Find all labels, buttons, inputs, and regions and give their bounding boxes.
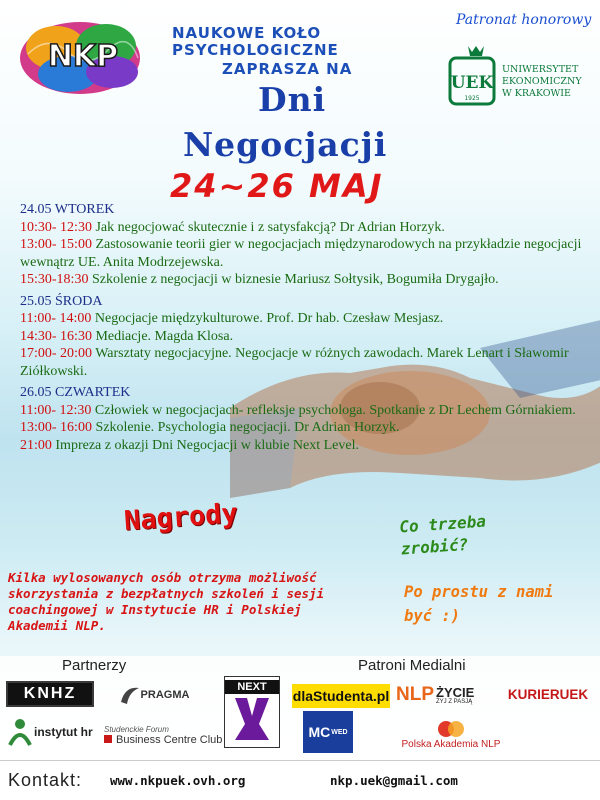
partners-title: Partnerzy: [62, 657, 127, 674]
bcc-square-icon: [104, 735, 112, 743]
schedule-item-text: Zastosowanie teorii gier w negocjacjach międzynarodowych na przykładzie negocjacji wewnątrz UE. Anita Modrzejewska.: [20, 237, 582, 270]
schedule-item: [20, 345, 590, 380]
instytut-hr-logo: [6, 715, 100, 749]
uek-name-1: UNIWERSYTET: [502, 64, 579, 75]
nlp-zycie-logo: [396, 680, 496, 710]
next-level-y-icon: [229, 694, 275, 744]
contact-label: Kontakt:: [8, 770, 83, 790]
pragma-swirl-icon: [119, 684, 141, 706]
schedule-item-time: 13:00- 16:00: [20, 420, 92, 435]
bcc-logo: [104, 715, 224, 755]
nkp-brain-logo: [8, 14, 158, 104]
polska-akademia-nlp-logo: [396, 714, 506, 754]
patron-label: Patronat honorowy: [456, 12, 592, 28]
email-link[interactable]: nkp.uek@gmail.com: [330, 773, 458, 788]
schedule-day-heading: 26.05 CZWARTEK: [20, 385, 131, 400]
next-level-logo: [224, 676, 280, 748]
schedule-item-text: Mediacje. Magda Klosa.: [91, 328, 234, 344]
schedule-item-text: Warsztaty negocjacyjne. Negocjacje w różnych zawodach. Marek Lenart i Sławomir Ziółkowski.: [20, 346, 569, 379]
event-dates: 24~26 MAJ: [170, 167, 384, 205]
schedule-item: [20, 236, 590, 271]
uek-monogram: UEK: [450, 73, 494, 93]
instytut-hr-label: instytut hr: [34, 725, 93, 739]
schedule-item: [20, 402, 590, 420]
dlastudenta-logo: dlaStudenta.pl: [292, 684, 390, 708]
schedule-item-time: 13:00- 15:00: [20, 237, 92, 252]
prizes-description: Kilka wylosowanych osób otrzyma możliwość skorzystania z bezpłatnych szkoleń i sesji coachingowej w Instytucie HR i Polskiej Akademii NLP.: [8, 570, 325, 633]
knhz-logo: KNHZ: [6, 681, 94, 707]
schedule-item: [20, 310, 590, 328]
schedule-item-time: 11:00- 12:30: [20, 402, 92, 418]
schedule-item: [20, 437, 590, 455]
pragma-label: PRAGMA: [140, 689, 190, 701]
schedule-item-text: Jak negocjować skutecznie i z satysfakcją? Dr Adrian Horzyk.: [91, 219, 445, 235]
person-icon: [6, 717, 34, 747]
pragma-logo: [108, 678, 200, 712]
schedule-item-time: 15:30-18:30: [20, 272, 89, 287]
schedule-item-text: Negocjacje międzykulturowe. Prof. Dr hab. Czesław Mesjasz.: [91, 311, 444, 326]
schedule-item-text: Szkolenie z negocjacji w biznesie Mariusz Sołtysik, Bogumiła Drygajło.: [88, 272, 499, 287]
event-title-line-2: Negocjacji: [183, 125, 388, 164]
schedule-item: [20, 419, 590, 437]
schedule-item-time: 11:00- 14:00: [20, 311, 92, 326]
schedule-item-text: Impreza z okazji Dni Negocjacji w klubie Next Level.: [51, 437, 359, 453]
question-text: Co trzeba zrobić?: [398, 511, 487, 559]
uek-year: 1925: [464, 95, 480, 102]
zycie-label: ŻYCIE: [436, 684, 475, 700]
schedule-item: [20, 271, 590, 289]
uek-name-3: W KRAKOWIE: [502, 88, 571, 99]
intro-line-2: PSYCHOLOGICZNE: [172, 41, 339, 59]
schedule-item-time: 10:30- 12:30: [20, 219, 92, 235]
mcwed-logo: [303, 711, 353, 753]
mcwed-small-label: WED: [331, 728, 348, 736]
schedule-item-time: 17:00- 20:00: [20, 346, 92, 361]
schedule-day-heading: 24.05 WTOREK: [20, 202, 115, 217]
zycie-tagline: ŻYJ Z PASJĄ: [436, 698, 473, 705]
schedule-item-text: Człowiek w negocjacjach- refleksje psychologa. Spotkanie z Dr Lechem Górniakiem.: [91, 402, 576, 418]
contact-bar: [0, 760, 600, 800]
media-patrons-title: Patroni Medialni: [358, 657, 466, 674]
schedule-day-heading: 25.05 ŚRODA: [20, 293, 103, 309]
intro-line-3: ZAPRASZA NA: [222, 60, 353, 78]
schedule-item: [20, 328, 590, 346]
next-level-label: NEXT: [225, 680, 279, 694]
answer-text: Po prostu z nami być :): [404, 583, 554, 625]
kurier-uek-logo: KURIERUEK: [507, 686, 589, 702]
nkp-logo-text: NKP: [47, 39, 119, 74]
website-link[interactable]: www.nkpuek.ovh.org: [110, 773, 246, 788]
nlp-label: NLP: [396, 684, 434, 705]
event-title-line-1: Dni: [258, 80, 327, 119]
schedule-item: [20, 219, 590, 237]
schedule-item-text: Szkolenie. Psychologia negocjacji. Dr Adrian Horzyk.: [91, 420, 400, 435]
pan-label: Polska Akademia NLP: [401, 738, 501, 750]
uek-name-2: EKONOMICZNY: [502, 76, 582, 87]
intro-line-1: NAUKOWE KOŁO: [172, 24, 322, 42]
pan-logo-icon: [436, 719, 466, 739]
schedule-item-time: 14:30- 16:30: [20, 328, 92, 344]
bcc-small-label: Studenckie Forum: [104, 724, 169, 734]
schedule-item-time: 21:00: [20, 437, 52, 453]
uek-logo: [446, 42, 596, 112]
mcwed-label: MC: [308, 724, 331, 740]
crown-icon: [468, 46, 484, 56]
bcc-main-label: Business Centre Club: [116, 733, 223, 746]
prizes-title: Nagrody: [123, 498, 239, 537]
schedule: [20, 201, 590, 454]
